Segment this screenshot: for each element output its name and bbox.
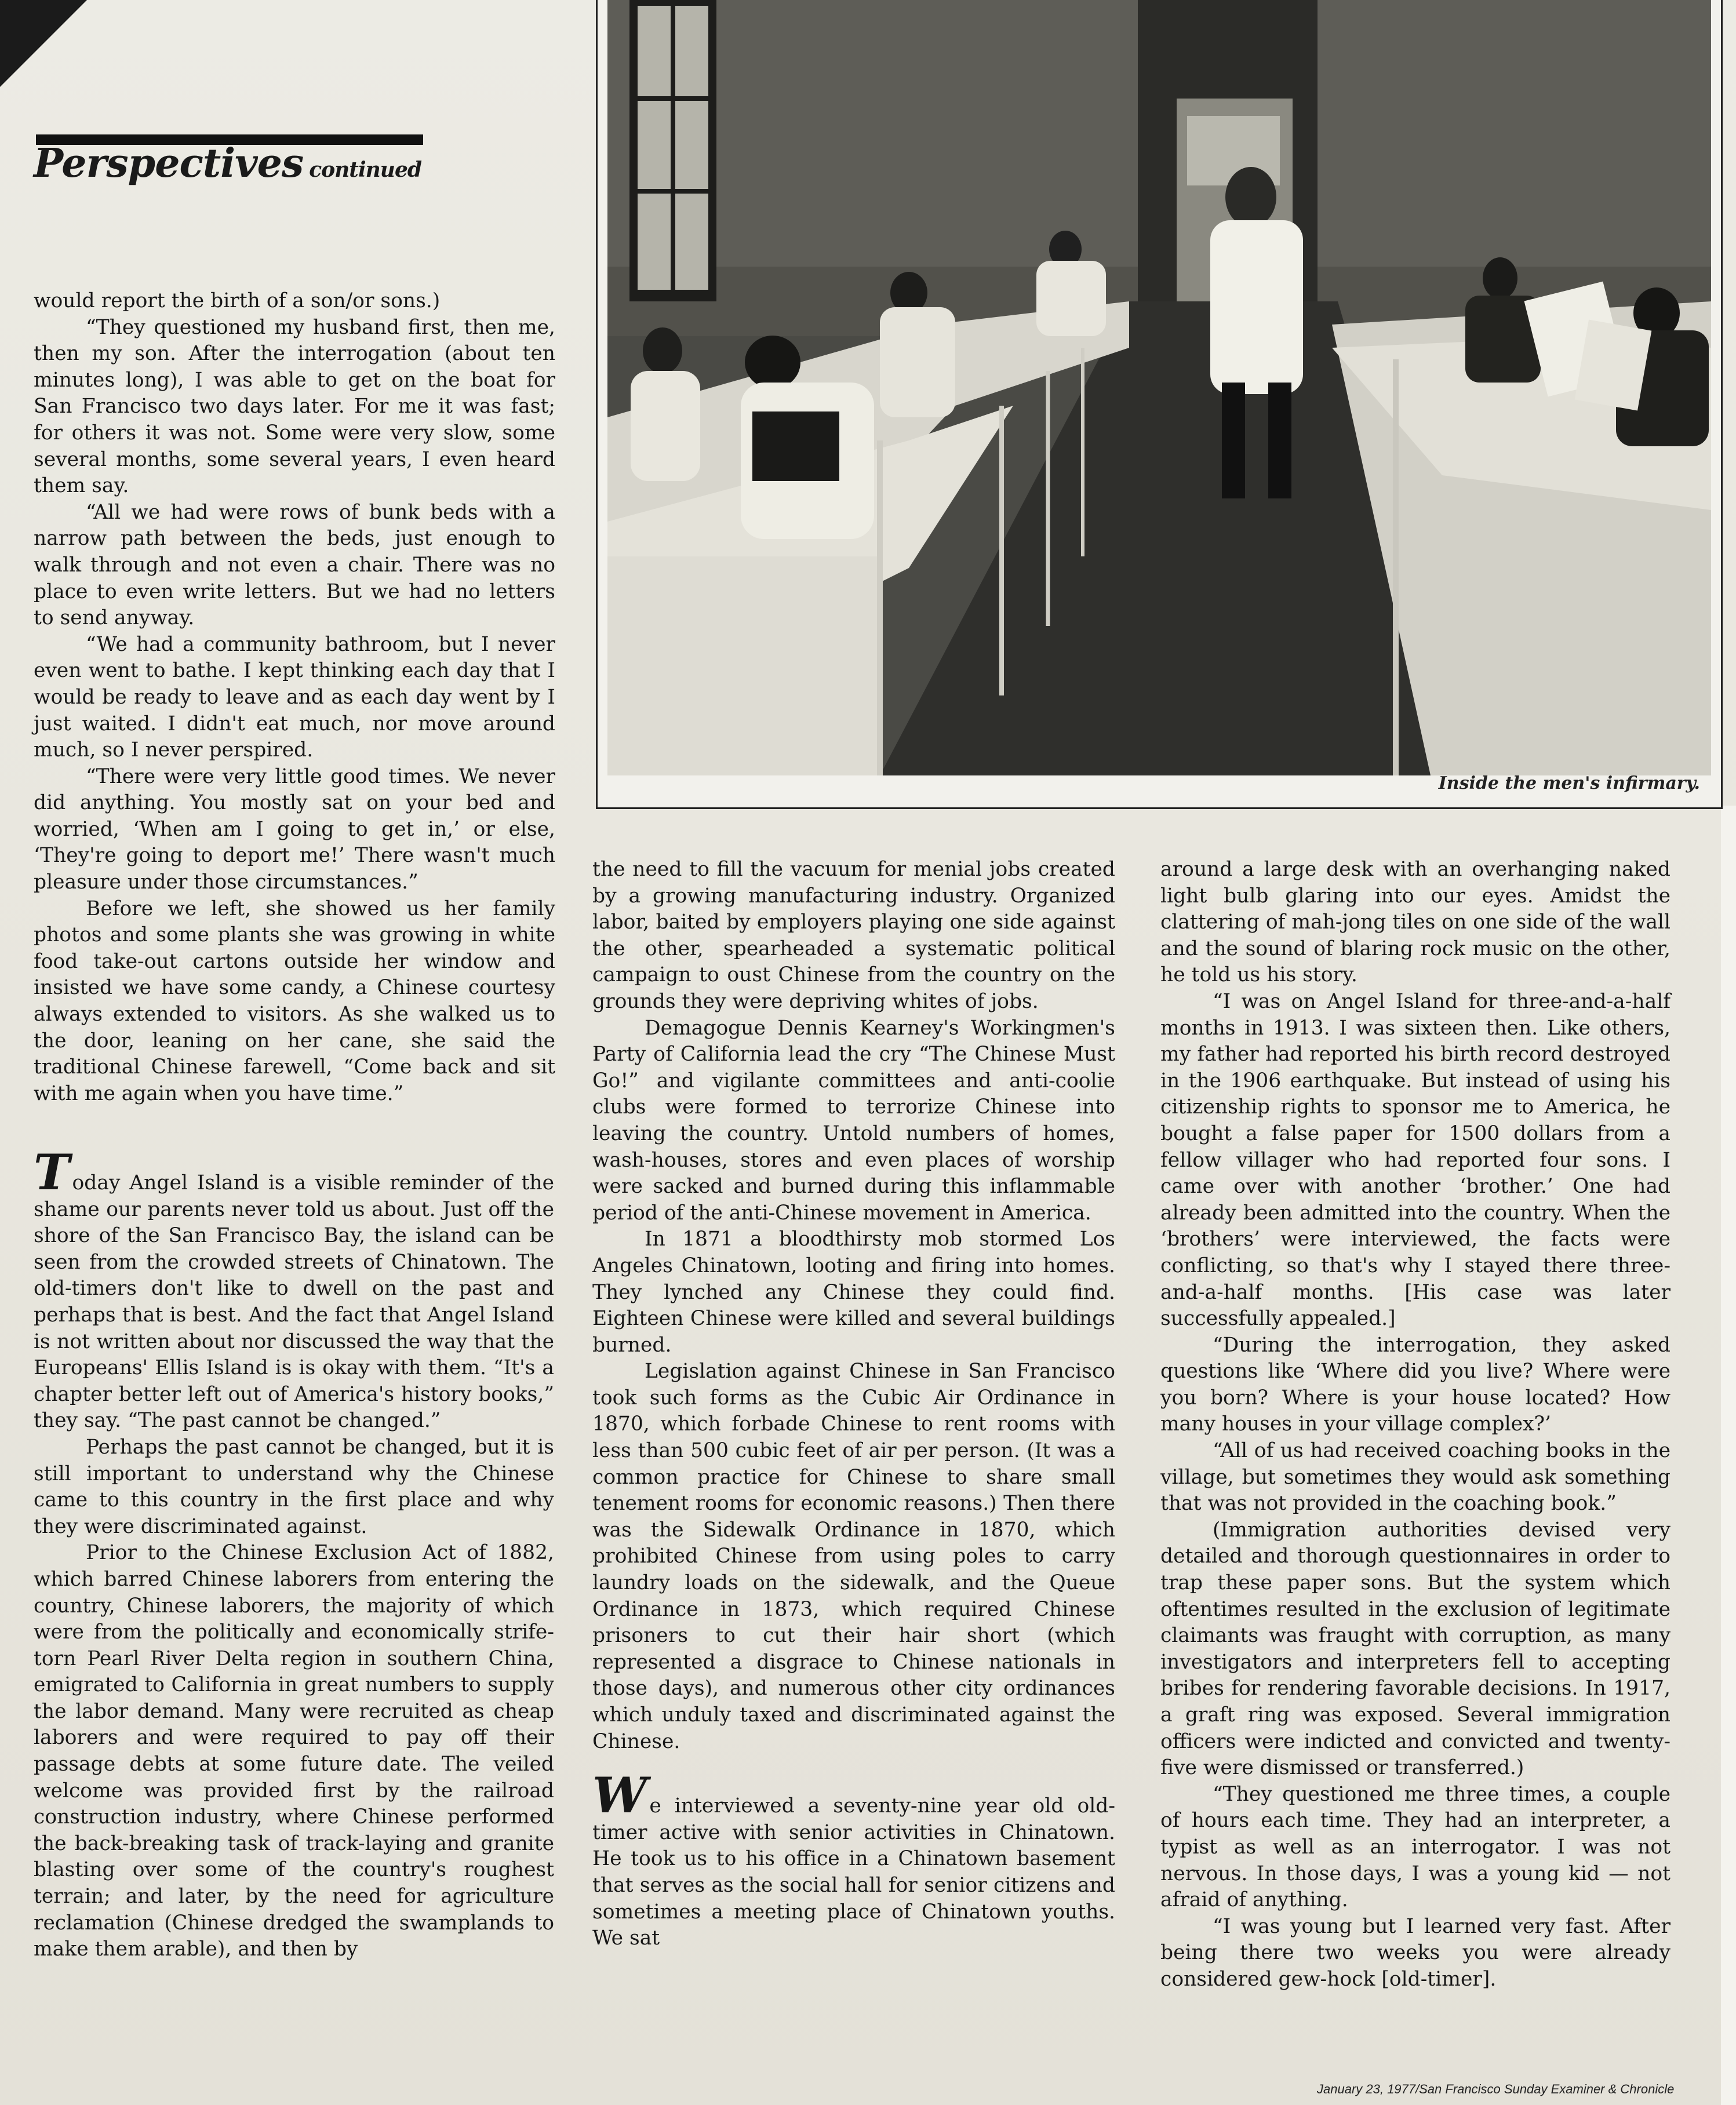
column-2 [592,857,1115,1952]
paragraph: Demagogue Dennis Kearney's Workingmen's Party of California lead the cry “The Chinese Must Go!” and vigilante committees and anti-coolie clubs were formed to terrorize Chinese into leaving the country. Untold numbers of homes, wash-houses, stores and even places of worship were sacked and burned during this inflammable period of the anti-Chinese movement in America. [592,1016,1115,1225]
lead-text: oday Angel Island is a visible reminder of the shame our parents never told us about. Just off the shore of the San Francisco Bay, the island can be seen from the crowded streets of Chinatown. The old-timers don't like to dwell on the past and perhaps that is best. And the fact that Angel Island is not written about nor discussed the way that the Europeans' Ellis Island is is okay with them. “It's a chapter better left out of America's history books,” they say. “The past cannot be changed.” [34,1171,554,1433]
paragraph: “All of us had received coaching books in the village, but sometimes they would ask something that was not provided in the coaching book.” [1160,1439,1671,1516]
drop-cap: T [34,1143,70,1201]
lead-paragraph [34,1143,554,1434]
paragraph: Legislation against Chinese in San Francisco took such forms as the Cubic Air Ordinance in 1870, which forbade Chinese to rent rooms with less than 500 cubic feet of air per person. (It was a common practice for Chinese to share small tenement rooms for economic reasons.) Then there was the Sidewalk Ordinance in 1870, which prohibited Chinese from using poles to carry laundry loads on the sidewalk, and the Queue Ordinance in 1873, which required Chinese prisoners to cut their hair short (which represented a disgrace to Chinese nationals in those days), and numerous other city ordinances which unduly taxed and discriminated against the Chinese. [592,1360,1115,1753]
lead-text: e interviewed a seventy-nine year old old-timer active with senior activities in Chinatown. He took us to his office in a Chinatown basement that serves as the social hall for senior citizens and sometimes a meeting place of Chinatown youths. We sat [592,1794,1115,1950]
paragraph: “During the interrogation, they asked questions like ‘Where did you live? Where were you born? Where is your house located? How many houses in your village complex?’ [1160,1333,1671,1436]
page-edge [1721,806,1736,2105]
paragraph: “There were very little good times. We never did anything. You mostly sat on your bed and worried, ‘When am I going to get in,’ or else, ‘They're going to deport me!’ There wasn't much pleasure under those circumstances.” [34,764,555,894]
section-header [34,140,421,187]
paragraph: Perhaps the past cannot be changed, but it is still important to understand why the Chinese came to this country in the first place and why they were discriminated against. [34,1435,554,1538]
paragraph: “We had a community bathroom, but I never even went to bathe. I kept thinking each day that I would be ready to leave and as each day went by I just waited. I didn't eat much, nor move around much, so I never perspired. [34,632,555,762]
paragraph: would report the birth of a son/or sons.) [34,289,441,312]
infirmary-photo [607,0,1711,775]
column-1-top [34,288,555,1107]
photo-caption: Inside the men's infirmary. [1438,773,1700,793]
paragraph: around a large desk with an overhanging naked light bulb glaring into our eyes. Amidst the clattering of mah-jong tiles on one side of the wall and the sound of blaring rock music on the other, he told us his story. [1160,858,1671,987]
paragraph: In 1871 a bloodthirsty mob stormed Los Angeles Chinatown, looting and firing into homes. They lynched any Chinese they could find. Eighteen Chinese were killed and several buildings burned. [592,1228,1115,1357]
section-subtitle: continued [309,158,422,182]
column-3 [1160,857,1671,1993]
paragraph: Before we left, she showed us her family photos and some plants she was growing in white food take-out cartons outside her window and insisted we have some candy, a Chinese courtesy always extended to visitors. As she walked us to the door, leaning on her cane, she said the traditional Chinese farewell, “Come back and sit with me again when you have time.” [34,897,555,1105]
column-1-bottom [34,1143,554,1963]
drop-cap: W [592,1767,647,1824]
page-corner-shadow [0,0,87,87]
lead-paragraph [592,1767,1115,1952]
paragraph: “I was on Angel Island for three-and-a-half months in 1913. I was sixteen then. Like others, my father had reported his birth record destroyed in the 1906 earthquake. But instead of using his citizenship rights to sponsor me to America, he bought a false paper for 1500 dollars from a fellow villager who had reported four sons. I came over with another ‘brother.’ One had already been admitted into the country. When the ‘brothers’ were interviewed, the facts were conflicting, so that's why I stayed there three-and-a-half months. [His case was later successfully appealed.] [1160,989,1671,1331]
paragraph: the need to fill the vacuum for menial jobs created by a growing manufacturing industry. Organized labor, baited by employers playing one side against the other, spearheaded a systematic political campaign to oust Chinese from the country on the grounds they were depriving whites of jobs. [592,858,1115,1013]
paragraph: “They questioned me three times, a couple of hours each time. They had an interpreter, a typist as well as an interrogator. I was not nervous. In those days, I was a young kid — not afraid of anything. [1160,1782,1671,1912]
paragraph: “I was young but I learned very fast. After being there two weeks you were already considered gew-hock [old-timer]. [1160,1914,1671,1991]
paragraph: Prior to the Chinese Exclusion Act of 1882, which barred Chinese laborers from entering the country, Chinese laborers, the majority of which were from the politically and economically strife-torn Pearl River Delta region in southern China, emigrated to California in great numbers to supply the labor demand. Many were recruited as cheap laborers and were required to pay off their passage debts at some future date. The veiled welcome was provided first by the railroad construction industry, where Chinese performed the back-breaking task of track-laying and granite blasting over some of the country's roughest terrain; and later, by the need for agriculture reclamation (Chinese dredged the swamplands to make them arable), and then by [34,1541,554,1961]
paragraph: “All we had were rows of bunk beds with a narrow path between the beds, just enough to walk through and not even a chair. There was no place to even write letters. But we had no letters to send anyway. [34,500,555,630]
paragraph: “They questioned my husband first, then me, then my son. After the interrogation (about ten minutes long), I was able to get on the boat for San Francisco two days later. For me it was fast; for others it was not. Some were very slow, some several months, some several years, I even heard them say. [34,315,555,498]
page-footer: January 23, 1977/San Francisco Sunday Examiner & Chronicle [1317,2082,1675,2096]
paragraph: (Immigration authorities devised very detailed and thorough questionnaires in order to trap these paper sons. But the system which oftentimes resulted in the exclusion of legitimate claimants was fraught with corruption, as many investigators and interpreters fell to accepting bribes for rendering favorable decisions. In 1917, a graft ring was exposed. Several immigration officers were indicted and convicted and twenty-five were dismissed or transferred.) [1160,1518,1671,1780]
section-title: Perspectives [34,140,304,187]
